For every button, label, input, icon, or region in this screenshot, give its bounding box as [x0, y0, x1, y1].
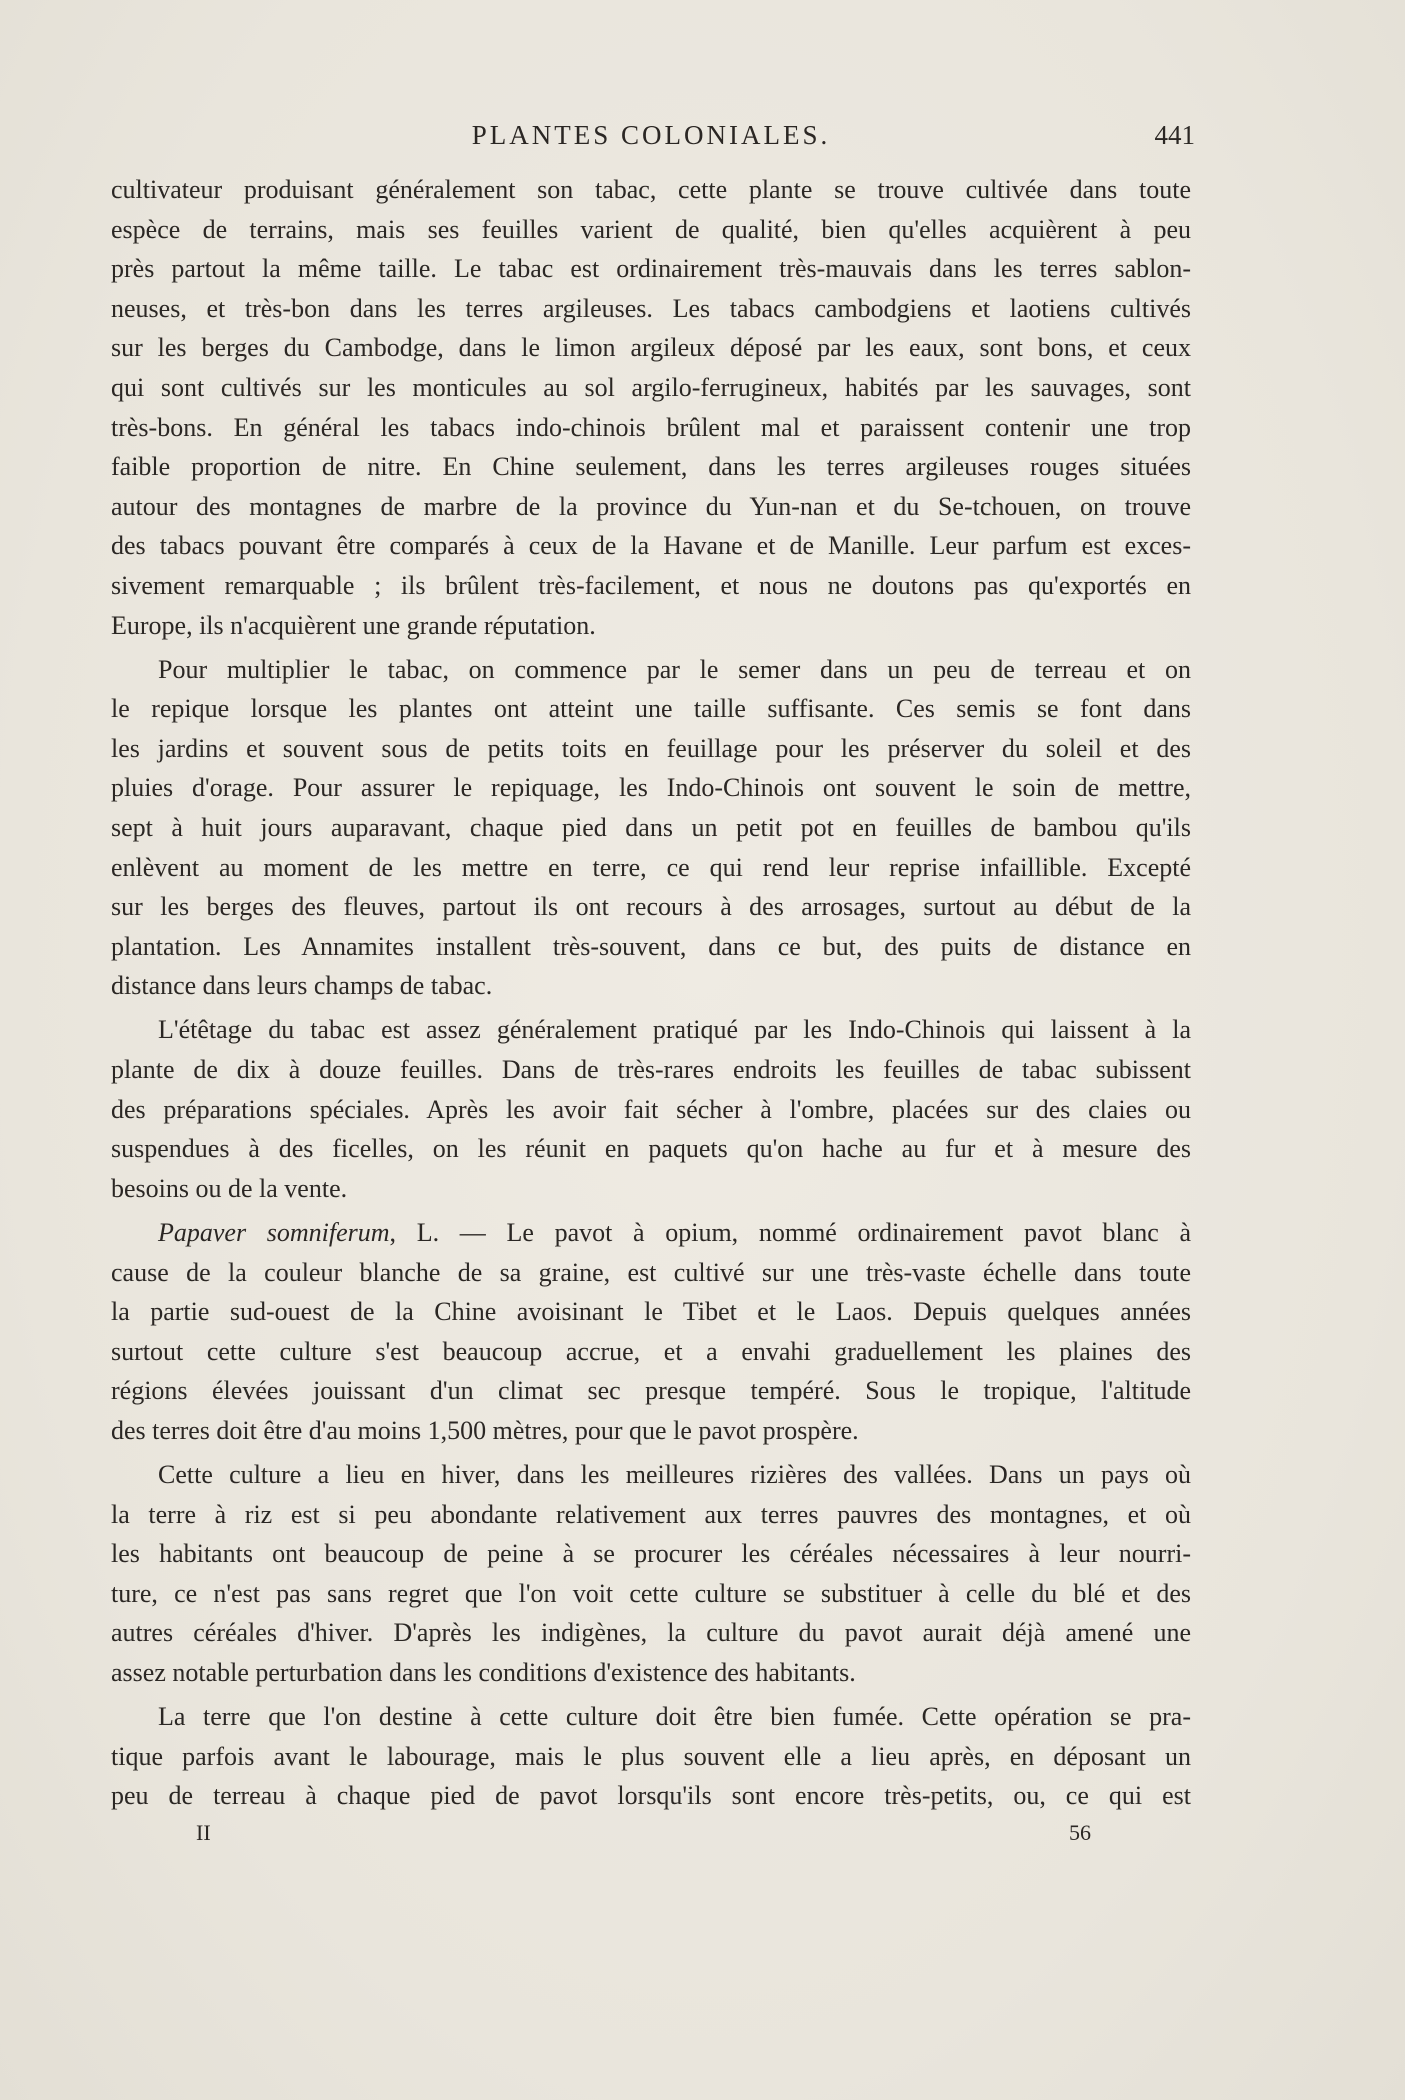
text-line: la partie sud-ouest de la Chine avoisinant le Tibet et le Laos. Depuis quelques années [111, 1297, 1191, 1327]
text-line: les habitants ont beaucoup de peine à se procurer les céréales nécessaires à leur nourri- [111, 1539, 1191, 1569]
text-line: le repique lorsque les plantes ont atteint une taille suffisante. Ces semis se font dans [111, 694, 1191, 724]
text-line: faible proportion de nitre. En Chine seulement, dans les terres argileuses rouges situées [111, 452, 1191, 482]
text-line: les jardins et souvent sous de petits toits en feuillage pour les préserver du soleil et des [111, 733, 1191, 763]
text-line: peu de terreau à chaque pied de pavot lorsqu'ils sont encore très-petits, ou, ce qui est [111, 1781, 1191, 1811]
line-text: , L. — Le pavot à opium, nommé ordinairement pavot blanc à [389, 1217, 1192, 1247]
text-line: L'étêtage du tabac est assez généralement pratiqué par les Indo-Chinois qui laissent à la [158, 1015, 1191, 1045]
text-line: sur les berges du Cambodge, dans le limon argileux déposé par les eaux, sont bons, et ceux [111, 333, 1191, 363]
text-line: plante de dix à douze feuilles. Dans de très-rares endroits les feuilles de tabac subissent [111, 1055, 1191, 1085]
text-line: des terres doit être d'au moins 1,500 mètres, pour que le pavot prospère. [111, 1415, 859, 1445]
text-line: sur les berges des fleuves, partout ils ont recours à des arrosages, surtout au début de la [111, 892, 1191, 922]
text-line: enlèvent au moment de les mettre en terre, ce qui rend leur reprise infaillible. Excepté [111, 852, 1191, 882]
text-line: Pour multiplier le tabac, on commence par le semer dans un peu de terreau et on [158, 654, 1191, 684]
text-line: régions élevées jouissant d'un climat sec presque tempéré. Sous le tropique, l'altitude [111, 1376, 1191, 1406]
paragraph [111, 1697, 1191, 1816]
text-line: autour des montagnes de marbre de la province du Yun-nan et du Se-tchouen, on trouve [111, 491, 1191, 521]
text-line: suspendues à des ficelles, on les réunit en paquets qu'on hache au fur et à mesure des [111, 1134, 1191, 1164]
paragraph [111, 1213, 1191, 1451]
text-line: très-bons. En général les tabacs indo-chinois brûlent mal et paraissent contenir une trop [111, 412, 1191, 442]
text-line: surtout cette culture s'est beaucoup accrue, et a envahi graduellement les plaines des [111, 1336, 1191, 1366]
volume-mark: II [196, 1820, 211, 1846]
text-line: espèce de terrains, mais ses feuilles varient de qualité, bien qu'elles acquièrent à peu [111, 214, 1191, 244]
text-line: sept à huit jours auparavant, chaque pied dans un petit pot en feuilles de bambou qu'ils [111, 813, 1191, 842]
running-head [111, 118, 1195, 170]
text-line: cultivateur produisant généralement son tabac, cette plante se trouve cultivée dans toute [111, 175, 1191, 204]
text-line: tique parfois avant le labourage, mais le plus souvent elle a lieu après, en déposant un [111, 1741, 1191, 1771]
text-line: autres céréales d'hiver. D'après les indigènes, la culture du pavot aurait déjà amené une [111, 1618, 1191, 1648]
paragraph [111, 1455, 1191, 1693]
text-line: des tabacs pouvant être comparés à ceux de la Havane et de Manille. Leur parfum est exces- [111, 531, 1191, 561]
text-line [111, 1213, 1191, 1253]
signature-mark: 56 [1069, 1820, 1091, 1846]
page-footer [111, 1820, 1191, 1854]
species-name: Papaver somniferum [158, 1217, 390, 1247]
page-number: 441 [1154, 120, 1195, 150]
text-line: des préparations spéciales. Après les avoir fait sécher à l'ombre, placées sur des claies ou [111, 1094, 1191, 1124]
text-line: assez notable perturbation dans les conditions d'existence des habitants. [111, 1657, 856, 1687]
text-line: Cette culture a lieu en hiver, dans les meilleures rizières des vallées. Dans un pays où [158, 1460, 1191, 1489]
text-line: pluies d'orage. Pour assurer le repiquage, les Indo-Chinois ont souvent le soin de mettre, [111, 773, 1191, 803]
text-line: cause de la couleur blanche de sa graine, est cultivé sur une très-vaste échelle dans toute [111, 1257, 1191, 1287]
text-line: plantation. Les Annamites installent très-souvent, dans ce but, des puits de distance en [111, 931, 1191, 961]
text-line: la terre à riz est si peu abondante relativement aux terres pauvres des montagnes, et où [111, 1499, 1191, 1529]
text-line: La terre que l'on destine à cette culture doit être bien fumée. Cette opération se pra- [158, 1702, 1191, 1732]
text-line: près partout la même taille. Le tabac est ordinairement très-mauvais dans les terres sablon- [111, 254, 1191, 284]
text-line: neuses, et très-bon dans les terres argileuses. Les tabacs cambodgiens et laotiens cultivés [111, 293, 1191, 323]
paragraph [111, 170, 1191, 645]
text-line: besoins ou de la vente. [111, 1173, 348, 1203]
text-line: sivement remarquable ; ils brûlent très-facilement, et nous ne doutons pas qu'exportés en [111, 570, 1191, 600]
paragraph [111, 1010, 1191, 1208]
text-line: ture, ce n'est pas sans regret que l'on voit cette culture se substituer à celle du blé et des [111, 1578, 1191, 1608]
body-text [111, 170, 1191, 1816]
text-line: qui sont cultivés sur les monticules au sol argilo-ferrugineux, habités par les sauvages, sont [111, 372, 1191, 402]
paragraph [111, 650, 1191, 1006]
text-line: distance dans leurs champs de tabac. [111, 971, 493, 1001]
running-title: PLANTES COLONIALES. [471, 120, 831, 150]
text-line: Europe, ils n'acquièrent une grande réputation. [111, 610, 596, 640]
